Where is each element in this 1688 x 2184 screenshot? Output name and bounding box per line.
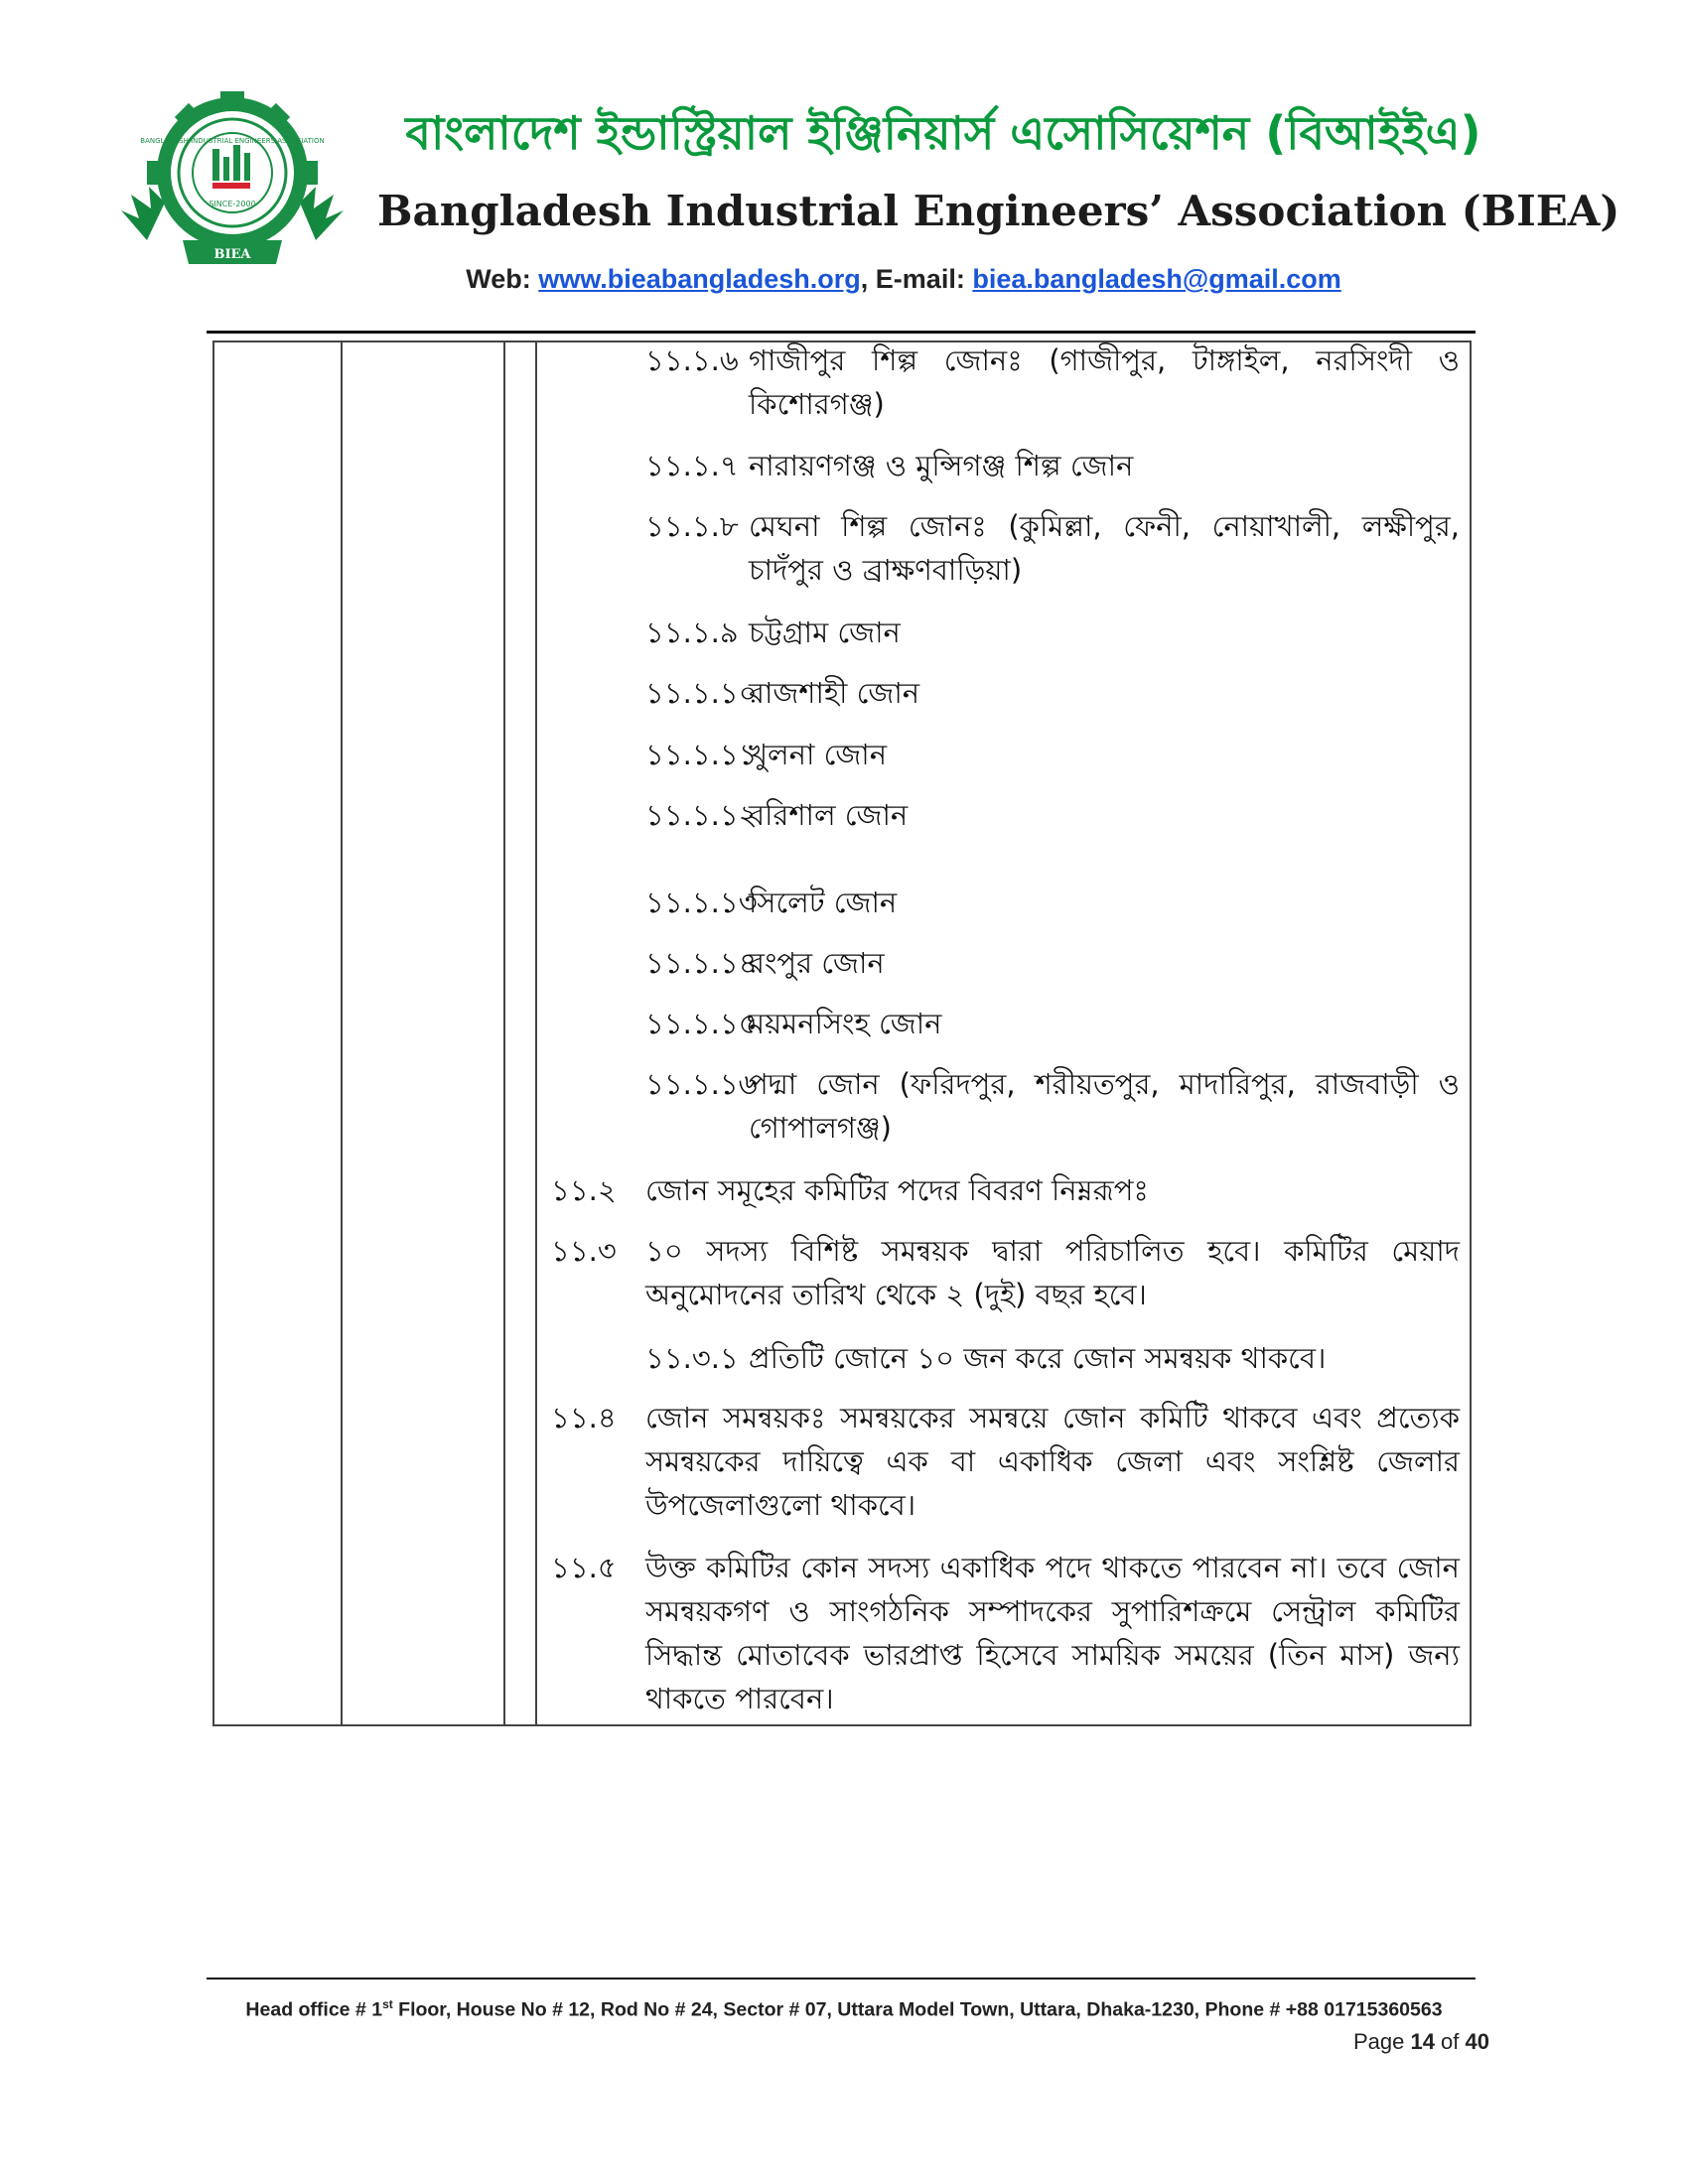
head-office-address: [199, 1997, 1489, 2022]
clause-text: চট্টগ্রাম জোন: [749, 615, 901, 649]
clause-number: ১১.১.৬: [645, 343, 739, 377]
clause-item: [551, 1168, 1460, 1212]
clause-text: জোন সমন্বয়কঃ সমন্বয়কের সমন্বয়ে জোন কমিটি থাকবে এবং প্রত্যেক সমন্বয়কের দায়িত্বে এক বা একাধিক জেলা এবং সংশ্লিষ্ট জেলার উপজেলাগুলো থাকবে।: [645, 1401, 1460, 1522]
clause-number: ১১.১.১২: [645, 798, 758, 832]
clause-item: [645, 671, 1460, 715]
clause-number: ১১.১.১৩: [645, 886, 758, 919]
total-pages: 40: [1465, 2029, 1489, 2054]
clause-text: উক্ত কমিটির কোন সদস্য একাধিক পদে থাকতে পারবেন না। তবে জোন সমন্বয়কগণ ও সাংগঠনিক সম্পাদকের সুপারিশক্রমে সেন্ট্রাল কমিটির সিদ্ধান্ত মোতাবেক ভারপ্রাপ্ত হিসেবে সাময়িক সময়ের (তিন মাস) জন্য থাকতে পারবেন।: [645, 1551, 1460, 1715]
logo-ring-text: BANGLADESH INDUSTRIAL ENGINEERS ASSOCIATION: [140, 137, 325, 145]
clause-item: [645, 1336, 1460, 1380]
clause-text: গাজীপুর শিল্প জোনঃ (গাজীপুর, টাঙ্গাইল, নরসিংদী ও কিশোরগঞ্জ): [749, 343, 1460, 421]
email-label: , E-mail:: [860, 264, 973, 294]
website-link[interactable]: www.bieabangladesh.org: [538, 264, 861, 294]
clause-text: ময়মনসিংহ জোন: [749, 1007, 942, 1040]
web-label: Web:: [466, 264, 539, 294]
clause-item: [645, 881, 1460, 924]
clause-item: [645, 733, 1460, 776]
address-rest: Floor, House No # 12, Rod No # 24, Sector # 07, Uttara Model Town, Uttara, Dhaka-1230, Phone # +88 01715360563: [392, 1998, 1443, 2021]
clause-text: বরিশাল জোন: [749, 798, 909, 832]
page-label: Page: [1352, 2029, 1411, 2054]
footer-divider: [207, 1978, 1476, 1979]
email-link[interactable]: biea.bangladesh@gmail.com: [972, 264, 1341, 294]
clause-item: [645, 941, 1460, 985]
page-of: of: [1434, 2029, 1466, 2054]
clause-item: [645, 1002, 1460, 1045]
clause-item: [645, 793, 1460, 837]
address-prefix: Head office # 1: [245, 1998, 383, 2021]
clause-number: ১১.১.১৪: [645, 946, 758, 980]
header-divider: [207, 331, 1476, 334]
current-page: 14: [1410, 2029, 1435, 2054]
clause-text: প্রতিটি জোনে ১০ জন করে জোন সমন্বয়ক থাকবে।: [749, 1341, 1327, 1375]
clause-text: পদ্মা জোন (ফরিদপুর, শরীয়তপুর, মাদারিপুর, রাজবাড়ী ও গোপালগঞ্জ): [749, 1067, 1460, 1145]
clause-number: ১১.৫: [551, 1551, 617, 1584]
logo-since: SINCE-2000: [209, 200, 256, 208]
clause-number: ১১.১.১০: [645, 676, 758, 710]
clause-number: ১১.১.৭: [645, 449, 739, 482]
address-superscript: st: [382, 1997, 393, 2011]
logo-banner-text: BIEA: [213, 247, 251, 262]
contact-line: [298, 264, 1509, 295]
clause-item: [645, 339, 1460, 426]
page-number: [1353, 2029, 1489, 2055]
clause-item: [551, 1229, 1460, 1316]
org-title-english: Bangladesh Industrial Engineers’ Association (BIEA): [377, 187, 1620, 235]
org-title-bangla: বাংলাদেশ ইন্ডাস্ট্রিয়াল ইঞ্জিনিয়ার্স এসোসিয়েশন (বিআইইএ): [405, 106, 1481, 160]
biea-logo: [117, 91, 348, 278]
clause-text: জোন সমূহের কমিটির পদের বিবরণ নিম্নরূপঃ: [645, 1173, 1149, 1207]
letterhead: [0, 0, 1688, 328]
clause-number: ১১.৪: [551, 1401, 617, 1434]
clause-number: ১১.১.৯: [645, 615, 739, 649]
clause-item: [551, 1546, 1460, 1720]
clause-item: [645, 504, 1460, 592]
clause-text: খুলনা জোন: [749, 738, 888, 771]
clause-item: [645, 1062, 1460, 1150]
clause-text: নারায়ণগঞ্জ ও মুন্সিগঞ্জ শিল্প জোন: [749, 449, 1134, 482]
clause-number: ১১.৩.১: [645, 1341, 739, 1375]
table-column-divider: [535, 341, 537, 1726]
clause-text: ১০ সদস্য বিশিষ্ট সমন্বয়ক দ্বারা পরিচালিত হবে। কমিটির মেয়াদ অনুমোদনের তারিখ থেকে ২ (দুই) বছর হবে।: [645, 1234, 1460, 1311]
clause-text: সিলেট জোন: [749, 886, 898, 919]
clause-number: ১১.১.১৬: [645, 1067, 758, 1101]
clause-item: [645, 611, 1460, 654]
clause-number: ১১.১.১৫: [645, 1007, 758, 1040]
clause-item: [645, 444, 1460, 487]
clause-number: ১১.২: [551, 1173, 617, 1207]
table-column-divider: [341, 341, 343, 1726]
clause-text: রাজশাহী জোন: [749, 676, 920, 710]
clause-item: [551, 1396, 1460, 1527]
clause-number: ১১.৩: [551, 1234, 617, 1268]
clause-number: ১১.১.১১: [645, 738, 758, 771]
clause-text: মেঘনা শিল্প জোনঃ (কুমিল্লা, ফেনী, নোয়াখালী, লক্ষীপুর, চাদঁপুর ও ব্রাক্ষণবাড়িয়া): [749, 509, 1460, 587]
clause-text: রংপুর জোন: [749, 946, 885, 980]
clause-number: ১১.১.৮: [645, 509, 739, 543]
table-column-divider: [503, 341, 505, 1726]
